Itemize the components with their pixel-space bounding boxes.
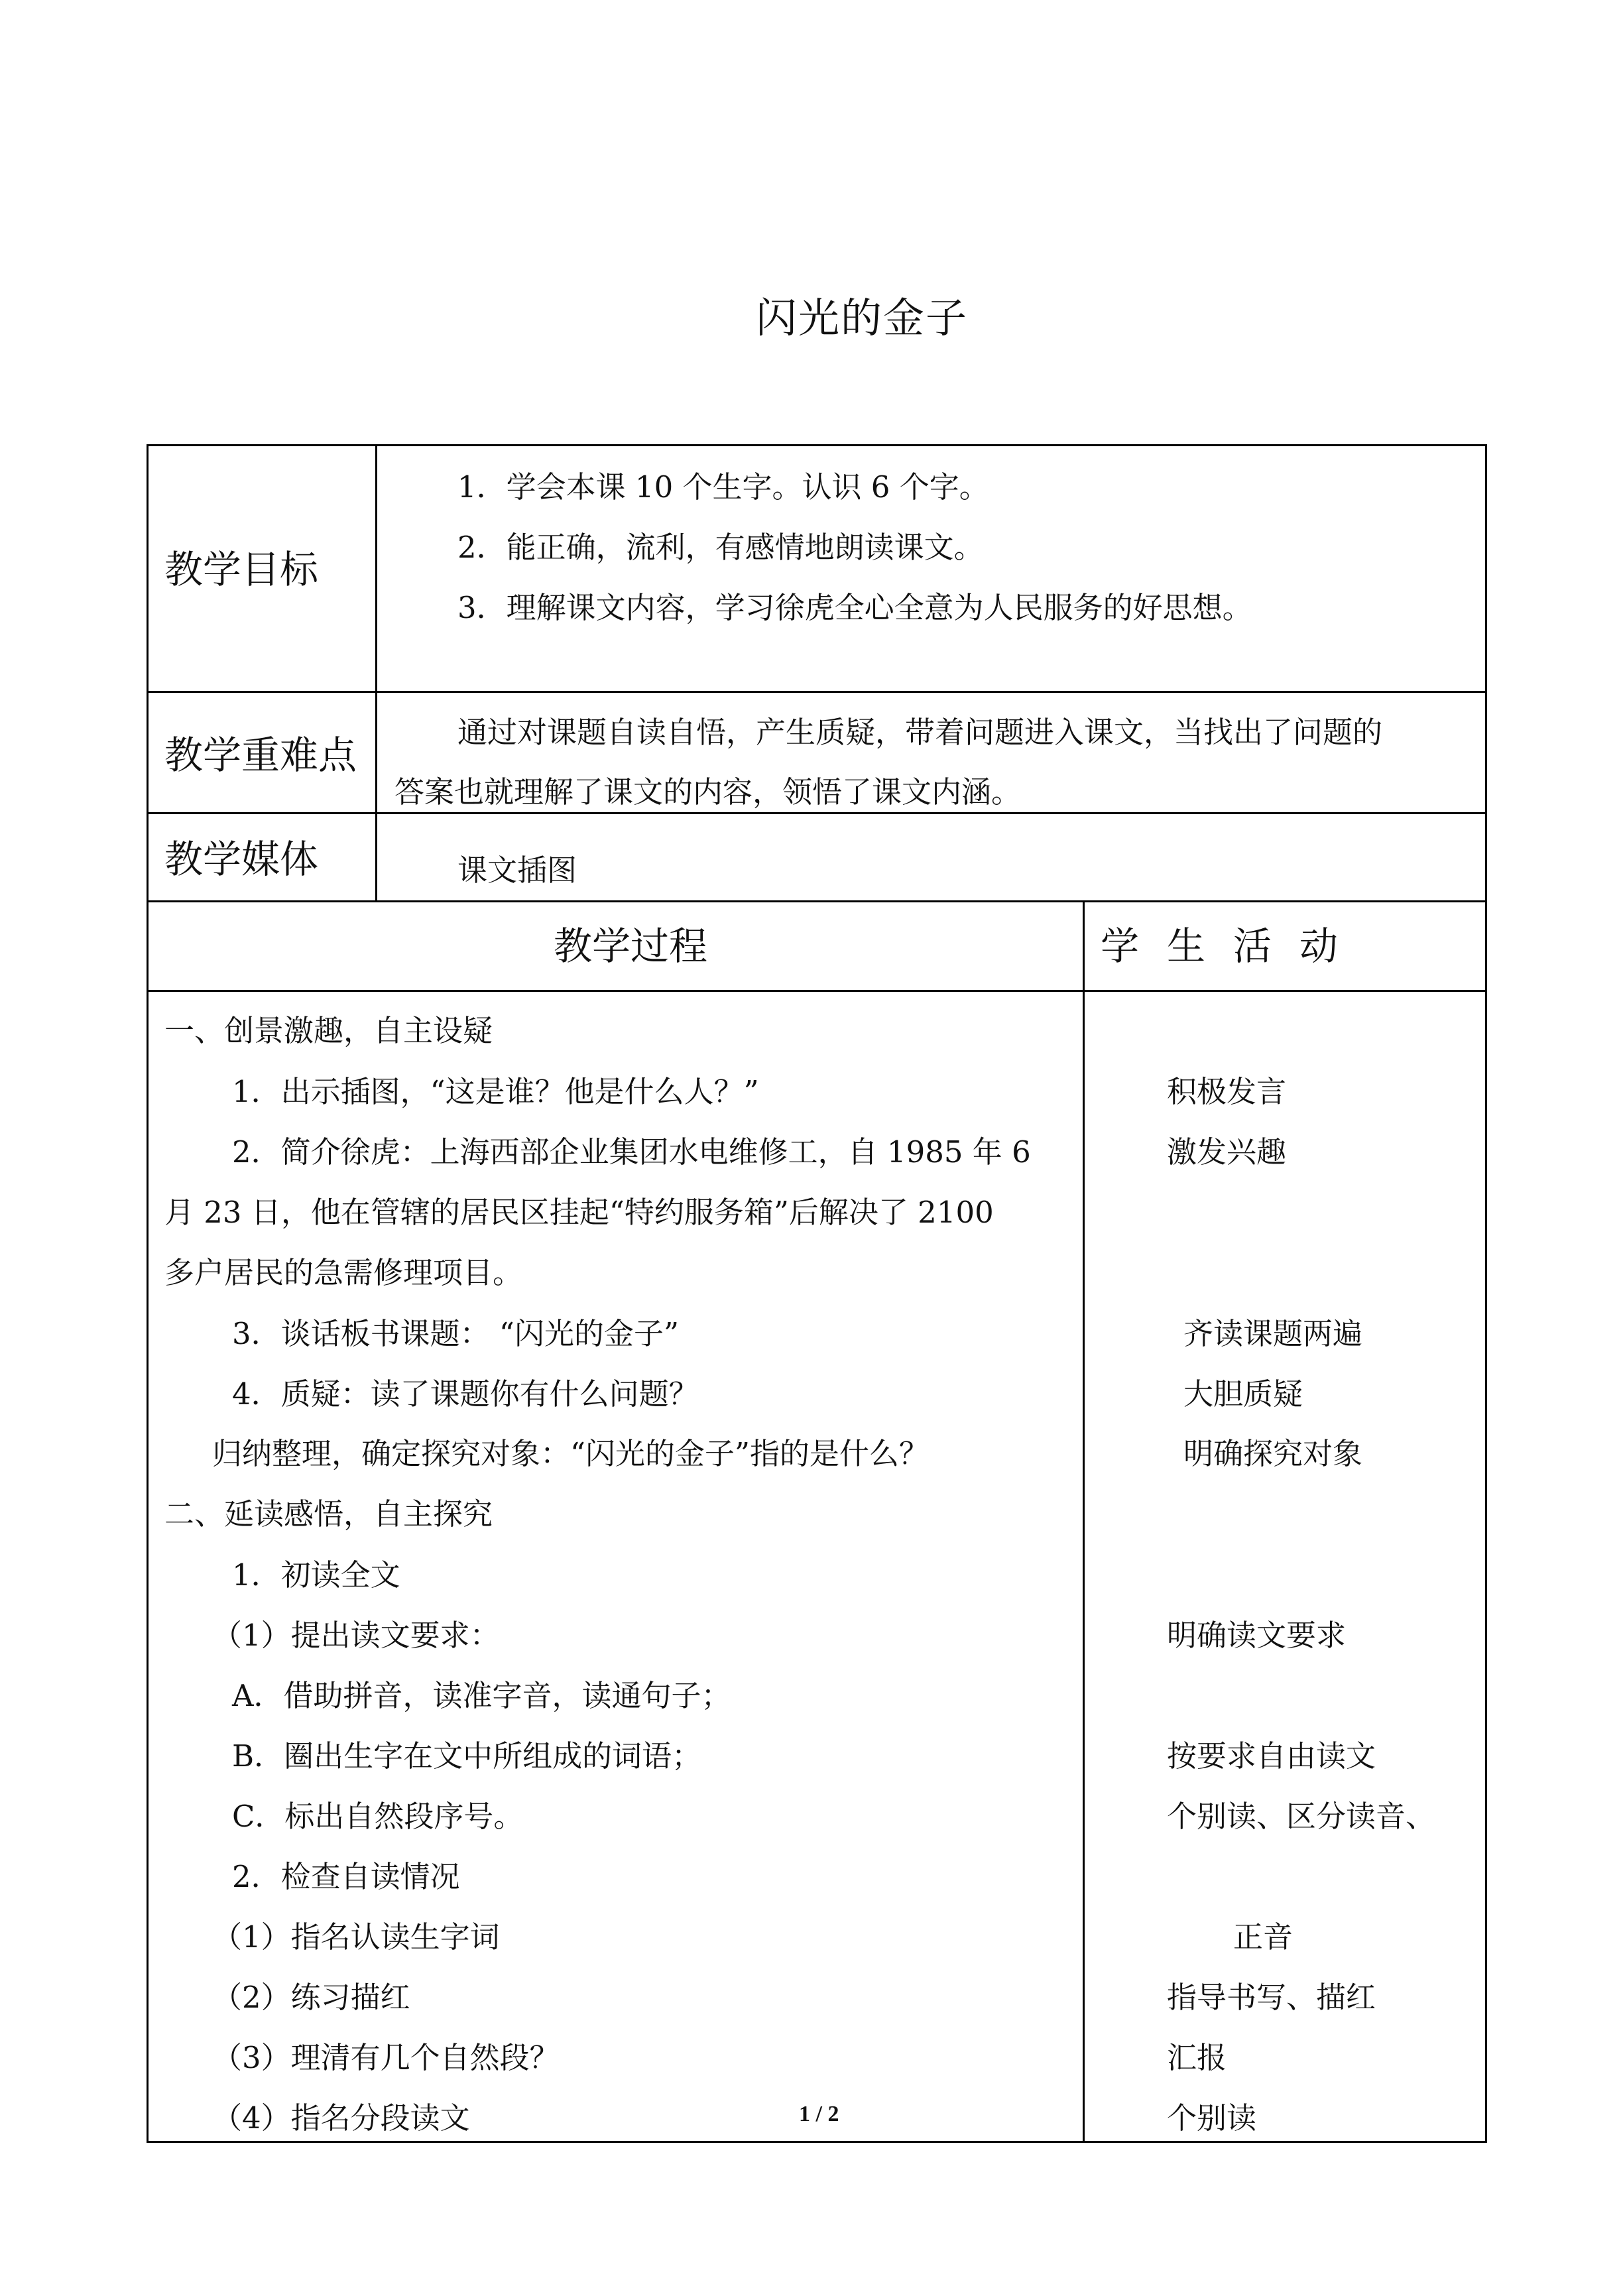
activity-item: 齐读课题两遍	[1183, 1316, 1363, 1351]
activity-item: 个别读、区分读音、	[1167, 1799, 1436, 1834]
activity-item: 汇报	[1167, 2040, 1227, 2075]
process-line: B．圈出生字在文中所组成的词语；	[232, 1738, 702, 1774]
process-line: 月 23 日，他在管辖的居民区挂起“特约服务箱”后解决了 2100	[164, 1195, 994, 1230]
process-line: 2．检查自读情况	[232, 1859, 460, 1894]
row-divider-media	[147, 900, 1487, 902]
table-border-right	[1485, 444, 1487, 2143]
document-title: 闪光的金子	[755, 294, 968, 342]
process-line: （4）指名分段读文	[212, 2100, 470, 2136]
process-line: C．标出自然段序号。	[232, 1799, 524, 1834]
key-points-line: 答案也就理解了课文的内容，领悟了课文内涵。	[394, 774, 1022, 810]
activity-item: 按要求自由读文	[1167, 1738, 1376, 1774]
table-border-left	[147, 444, 149, 2143]
goal-item: 1．学会本课 10 个生字。认识 6 个字。	[457, 469, 989, 505]
activity-item: 激发兴趣	[1167, 1134, 1287, 1170]
table-border-top	[147, 444, 1487, 446]
process-line: 归纳整理，确定探究对象：“闪光的金子”指的是什么？	[212, 1436, 930, 1471]
activity-column-divider	[1083, 900, 1085, 2143]
row-divider-keypoints	[147, 812, 1487, 814]
process-line: 一、创景激趣，自主设疑	[164, 1013, 493, 1048]
activity-item: 大胆质疑	[1183, 1376, 1303, 1412]
process-line: （1）提出读文要求：	[212, 1618, 500, 1653]
media-label: 教学媒体	[164, 837, 319, 882]
process-line: 二、延读感悟，自主探究	[164, 1496, 493, 1532]
activity-item: 指导书写、描红	[1167, 1980, 1376, 2015]
activity-item: 明确读文要求	[1167, 1618, 1347, 1653]
label-column-divider	[375, 444, 377, 902]
process-line: 3．谈话板书课题： “闪光的金子”	[232, 1316, 679, 1351]
process-line: （2）练习描红	[212, 1980, 410, 2015]
activity-item: 积极发言	[1167, 1074, 1287, 1109]
process-line: 2．简介徐虎：上海西部企业集团水电维修工，自 1985 年 6	[232, 1134, 1031, 1170]
goals-label: 教学目标	[164, 547, 319, 592]
table-border-bottom	[147, 2141, 1487, 2143]
key-points-label: 教学重难点	[164, 733, 357, 778]
process-line: （3）理清有几个自然段？	[212, 2040, 560, 2075]
process-line: 多户居民的急需修理项目。	[164, 1255, 523, 1290]
key-points-line: 通过对课题自读自悟，产生质疑，带着问题进入课文，当找出了问题的	[457, 715, 1383, 750]
process-line: 1．初读全文	[232, 1557, 400, 1593]
activity-item: 正音	[1233, 1919, 1293, 1955]
process-header: 教学过程	[554, 924, 708, 969]
goal-item: 3．理解课文内容，学习徐虎全心全意为人民服务的好思想。	[457, 590, 1252, 625]
row-divider-goals	[147, 691, 1487, 693]
page-number: 1 / 2	[799, 2102, 839, 2126]
process-line: 4．质疑：读了课题你有什么问题？	[232, 1376, 699, 1412]
process-line: A．借助拼音，读准字音，读通句子；	[232, 1678, 731, 1713]
activity-item: 明确探究对象	[1183, 1436, 1363, 1471]
row-divider-header	[147, 990, 1487, 992]
process-line: （1）指名认读生字词	[212, 1919, 500, 1955]
goal-item: 2．能正确，流利，有感情地朗读课文。	[457, 530, 984, 565]
process-line: 1．出示插图，“这是谁？他是什么人？”	[232, 1074, 759, 1109]
media-value: 课文插图	[457, 853, 577, 888]
activity-item: 个别读	[1167, 2100, 1257, 2136]
activity-header: 学生活动	[1101, 924, 1366, 969]
